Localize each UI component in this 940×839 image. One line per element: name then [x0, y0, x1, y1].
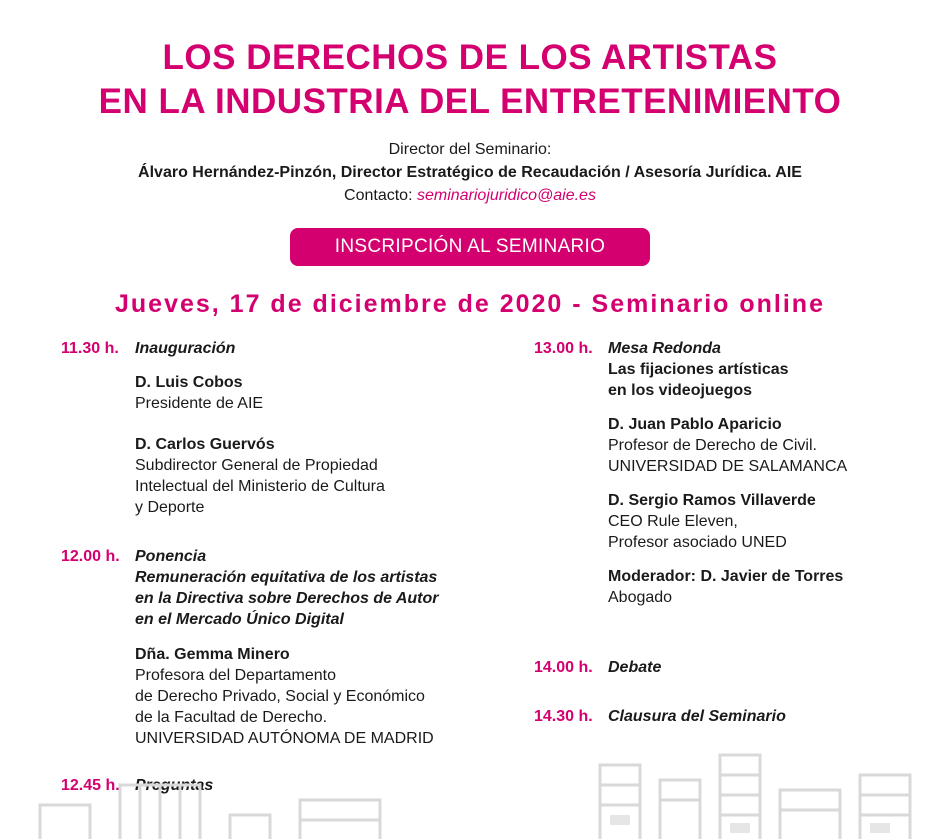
agenda-label: Clausura del Seminario	[608, 708, 786, 725]
topic-line: en el Mercado Único Digital	[135, 611, 344, 628]
director-info	[0, 138, 940, 207]
moderator-block	[608, 566, 843, 608]
topic-line: en los videojuegos	[608, 382, 753, 399]
director-label: Director del Seminario:	[388, 141, 552, 158]
speaker-role: Profesora del Departamento	[135, 667, 336, 684]
contact-email-link[interactable]: seminariojuridico@aie.es	[416, 187, 596, 204]
speaker-role: UNIVERSIDAD DE SALAMANCA	[608, 458, 848, 475]
speaker-role: Profesor asociado UNED	[608, 534, 787, 551]
agenda-topic	[608, 338, 789, 401]
speaker-role: de Derecho Privado, Social y Económico	[135, 688, 425, 705]
speaker-role: CEO Rule Eleven,	[608, 513, 738, 530]
contact-label: Contacto:	[344, 187, 413, 204]
agenda-label: Debate	[608, 659, 662, 676]
speaker-block	[135, 434, 385, 518]
director-name: Álvaro Hernández-Pinzón, Director Estratégico de Recaudación / Asesoría Jurídica. AIE	[138, 164, 802, 181]
building-illustration	[0, 745, 940, 839]
speaker-name: D. Carlos Guervós	[135, 436, 275, 453]
speaker-name: D. Luis Cobos	[135, 374, 243, 391]
contact-line	[0, 184, 940, 207]
moderator-role: Abogado	[608, 589, 673, 606]
speaker-role: Profesor de Derecho de Civil.	[608, 437, 817, 454]
register-button[interactable]: INSCRIPCIÓN AL SEMINARIO	[290, 228, 650, 266]
agenda-time: 14.30 h.	[534, 708, 593, 725]
agenda-time: 14.00 h.	[534, 659, 593, 676]
agenda-time: 13.00 h.	[534, 340, 593, 357]
agenda-label: Ponencia	[135, 548, 207, 565]
speaker-name: D. Juan Pablo Aparicio	[608, 416, 782, 433]
speaker-role: y Deporte	[135, 499, 205, 516]
title-line-2: EN LA INDUSTRIA DEL ENTRETENIMIENTO	[98, 82, 842, 121]
speaker-block	[608, 490, 816, 553]
title-line-1: LOS DERECHOS DE LOS ARTISTAS	[162, 38, 778, 77]
agenda-label: Mesa Redonda	[608, 340, 721, 357]
date-line: Jueves, 17 de diciembre de 2020 - Seminario online	[115, 290, 825, 318]
agenda-time: 11.30 h.	[61, 340, 119, 357]
moderator-name: Moderador: D. Javier de Torres	[608, 568, 844, 585]
speaker-block	[135, 644, 434, 749]
speaker-role: Subdirector General de Propiedad	[135, 457, 378, 474]
speaker-name: D. Sergio Ramos Villaverde	[608, 492, 816, 509]
speaker-block	[135, 372, 263, 414]
topic-line: en la Directiva sobre Derechos de Autor	[135, 590, 439, 607]
seminar-title	[0, 36, 940, 124]
agenda-label: Preguntas	[135, 777, 214, 794]
speaker-role: UNIVERSIDAD AUTÓNOMA DE MADRID	[135, 730, 434, 747]
agenda-time: 12.45 h.	[61, 777, 120, 794]
agenda-time: 12.00 h.	[61, 548, 120, 565]
topic-line: Las fijaciones artísticas	[608, 361, 789, 378]
speaker-role: Presidente de AIE	[135, 395, 264, 412]
speaker-name: Dña. Gemma Minero	[135, 646, 290, 663]
agenda-label: Inauguración	[135, 340, 236, 357]
topic-line: Remuneración equitativa de los artistas	[135, 569, 438, 586]
agenda-topic	[135, 546, 439, 630]
speaker-block	[608, 414, 847, 477]
speaker-role: de la Facultad de Derecho.	[135, 709, 328, 726]
speaker-role: Intelectual del Ministerio de Cultura	[135, 478, 385, 495]
